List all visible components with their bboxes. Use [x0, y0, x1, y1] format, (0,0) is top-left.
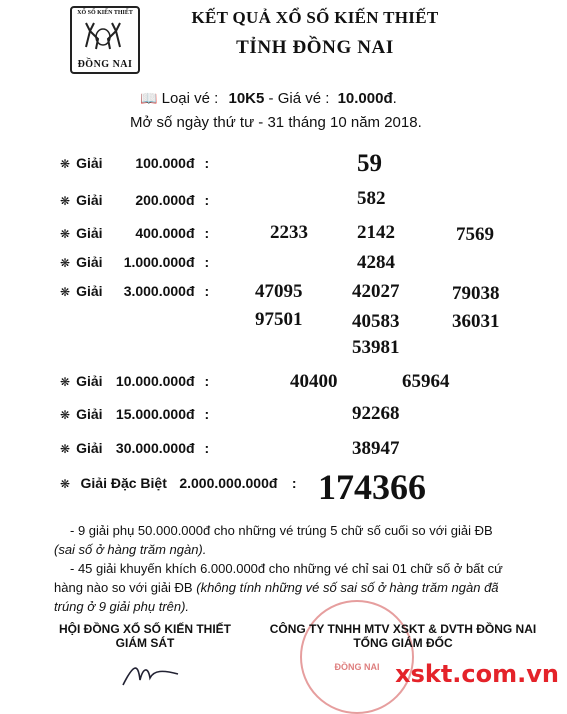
note-line-italic: (không tính những vé số sai số ở hàng trăm ngàn đã	[196, 580, 499, 595]
ticket-type-label: Loại vé :	[161, 90, 219, 107]
ticket-price-label: - Giá vé :	[264, 90, 330, 107]
supervisor-signature-block	[50, 622, 240, 650]
winning-number: 47095	[255, 281, 303, 302]
note-line: trúng ở 9 giải phụ trên).	[54, 599, 190, 614]
note-line: - 9 giải phụ 50.000.000đ cho những vé trúng 5 chữ số cuối so với giải ĐB	[70, 523, 493, 538]
prize-amount: 400.000đ	[135, 225, 195, 241]
ticket-type-value: 10K5	[228, 90, 265, 107]
asterisk-icon: ❋	[60, 227, 71, 241]
prize-amount: 3.000.000đ	[123, 283, 195, 299]
prize-colon: :	[204, 155, 210, 171]
special-prize-label: Giải Đặc Biệt	[80, 475, 167, 491]
prize-colon: :	[204, 254, 210, 270]
province-title: TỈNH ĐỒNG NAI	[236, 37, 394, 58]
prize-label: Giải	[76, 440, 103, 456]
seal-text: ĐỒNG NAI	[334, 662, 380, 672]
page-title: KẾT QUẢ XỔ SỐ KIẾN THIẾT	[191, 8, 439, 27]
supervisor-role: GIÁM SÁT	[115, 636, 175, 650]
prize-row	[60, 254, 209, 272]
site-watermark: xskt.com.vn	[395, 660, 559, 688]
prize-amount: 100.000đ	[135, 155, 195, 171]
prize-row	[60, 192, 209, 210]
special-prize-colon: :	[291, 475, 297, 491]
prize-amount: 30.000.000đ	[115, 440, 195, 456]
winning-number: 2142	[357, 222, 395, 243]
asterisk-icon: ❋	[60, 256, 71, 270]
book-icon: 📖	[140, 90, 158, 106]
note-line: hàng nào so với giải ĐB	[54, 580, 197, 595]
winning-number: 582	[357, 188, 386, 209]
prize-label: Giải	[76, 192, 103, 208]
supervisor-council: HỘI ĐỒNG XỔ SỐ KIẾN THIẾT	[58, 622, 231, 636]
company-signature-block	[268, 622, 538, 650]
prize-amount: 10.000.000đ	[115, 373, 195, 389]
winning-number: 79038	[452, 283, 500, 304]
prize-amount: 1.000.000đ	[123, 254, 195, 270]
prize-colon: :	[204, 192, 210, 208]
prize-row	[60, 406, 209, 424]
prize-label: Giải	[76, 373, 103, 389]
prize-label: Giải	[76, 225, 103, 241]
prize-colon: :	[204, 283, 210, 299]
deer-emblem-icon	[78, 17, 128, 53]
prize-colon: :	[204, 406, 210, 422]
winning-number: 65964	[402, 371, 450, 392]
prize-row	[60, 283, 209, 301]
ticket-info	[140, 90, 397, 107]
ticket-price-dot: .	[392, 90, 397, 107]
prize-amount: 15.000.000đ	[115, 406, 195, 422]
company-seal	[300, 600, 414, 714]
ticket-price-value: 10.000đ	[337, 90, 393, 107]
asterisk-icon: ❋	[60, 157, 71, 171]
prize-colon: :	[204, 440, 210, 456]
winning-number: 38947	[352, 438, 400, 459]
prize-amount: 200.000đ	[135, 192, 195, 208]
asterisk-icon: ❋	[60, 285, 71, 299]
special-prize-amount: 2.000.000.000đ	[179, 475, 278, 491]
note-line: - 45 giải khuyến khích 6.000.000đ cho những vé chỉ sai 01 chữ số ở bất cứ	[70, 561, 503, 576]
prize-label: Giải	[76, 155, 103, 171]
asterisk-icon: ❋	[60, 477, 71, 491]
prize-label: Giải	[76, 283, 103, 299]
prize-label: Giải	[76, 406, 103, 422]
winning-number: 53981	[352, 337, 400, 358]
handwritten-signature	[118, 660, 188, 690]
asterisk-icon: ❋	[60, 194, 71, 208]
asterisk-icon: ❋	[60, 408, 71, 422]
prize-row	[60, 373, 209, 391]
special-prize-row	[60, 475, 297, 493]
asterisk-icon: ❋	[60, 442, 71, 456]
prize-row	[60, 155, 209, 173]
winning-number: 97501	[255, 309, 303, 330]
dong-nai-lottery-logo	[70, 6, 140, 74]
prize-colon: :	[204, 373, 210, 389]
special-prize-number: 174366	[318, 467, 426, 507]
notes-block	[54, 521, 540, 616]
winning-number: 42027	[352, 281, 400, 302]
company-director-title: TỔNG GIÁM ĐỐC	[353, 636, 453, 650]
winning-number: 92268	[352, 403, 400, 424]
company-name: CÔNG TY TNHH MTV XSKT & DVTH ĐỒNG NAI	[269, 622, 537, 636]
winning-number: 59	[357, 150, 382, 177]
winning-number: 4284	[357, 252, 395, 273]
draw-date: Mở số ngày thứ tư - 31 tháng 10 năm 2018.	[130, 114, 422, 131]
prize-colon: :	[204, 225, 210, 241]
note-line: (sai số ở hàng trăm ngàn).	[54, 542, 207, 557]
prize-row	[60, 225, 209, 243]
winning-number: 2233	[270, 222, 308, 243]
winning-number: 40583	[352, 311, 400, 332]
winning-number: 36031	[452, 311, 500, 332]
prize-row	[60, 440, 209, 458]
logo-top-text: XỔ SỐ KIẾN THIẾT	[77, 10, 133, 16]
prize-label: Giải	[76, 254, 103, 270]
asterisk-icon: ❋	[60, 375, 71, 389]
winning-number: 40400	[290, 371, 338, 392]
winning-number: 7569	[456, 224, 494, 245]
logo-name: ĐỒNG NAI	[77, 59, 133, 70]
